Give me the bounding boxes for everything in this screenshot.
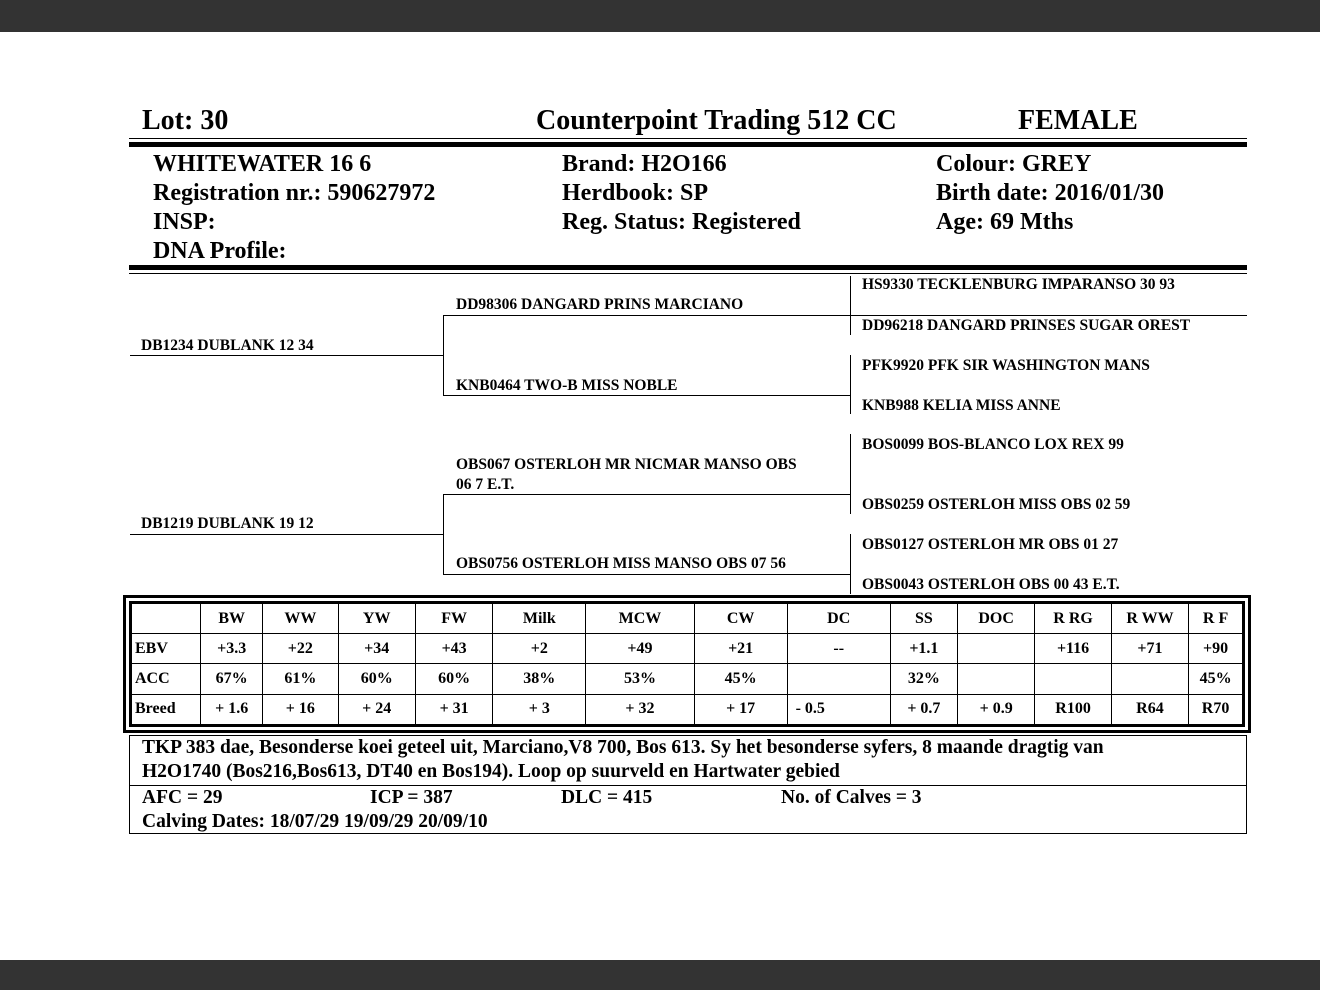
- pedigree-dam-sire-cont: 06 7 E.T.: [456, 476, 515, 493]
- dam-line: [130, 534, 444, 535]
- ggp-5: BOS0099 BOS-BLANCO LOX REX 99: [862, 436, 1124, 453]
- ebv-row-label: ACC: [131, 664, 201, 694]
- ebv-cell: + 32: [586, 694, 694, 725]
- sire-dam-line: [443, 395, 850, 396]
- notes-separator: [130, 785, 1246, 786]
- ggp-3: PFK9920 PFK SIR WASHINGTON MANS: [862, 357, 1150, 374]
- ebv-cell: 53%: [586, 664, 694, 694]
- ebv-row: [131, 634, 1244, 664]
- ggp-bracket-2: [850, 355, 851, 414]
- ebv-header-cell: R WW: [1111, 603, 1188, 634]
- insp-label: INSP:: [153, 209, 216, 235]
- ggp-bracket-1: [850, 276, 851, 335]
- afc-value: AFC = 29: [142, 787, 223, 808]
- ebv-cell: +90: [1189, 634, 1244, 664]
- sire-bracket: [443, 315, 444, 395]
- ggp-6: OBS0259 OSTERLOH MISS OBS 02 59: [862, 496, 1131, 513]
- ebv-cell: + 0.9: [957, 694, 1034, 725]
- ebv-cell: +116: [1035, 634, 1111, 664]
- ebv-header-cell: DC: [787, 603, 890, 634]
- ebv-row-label: EBV: [131, 634, 201, 664]
- dna-profile-label: DNA Profile:: [153, 238, 287, 264]
- calves-count: No. of Calves = 3: [781, 787, 922, 808]
- dam-dam-line: [443, 574, 850, 575]
- herdbook: Herdbook: SP: [562, 180, 709, 206]
- dlc-value: DLC = 415: [561, 787, 653, 808]
- dam-bracket: [443, 494, 444, 574]
- ebv-cell: +2: [493, 634, 586, 664]
- pedigree-dam-dam: OBS0756 OSTERLOH MISS MANSO OBS 07 56: [456, 555, 786, 572]
- ebv-cell: 61%: [263, 664, 338, 694]
- animal-name: WHITEWATER 16 6: [153, 151, 372, 177]
- ebv-cell: + 3: [493, 694, 586, 725]
- ebv-cell: + 0.7: [890, 694, 957, 725]
- ebv-header-cell: R RG: [1035, 603, 1111, 634]
- ebv-header-cell: [131, 603, 201, 634]
- header-thin-rule: [129, 138, 1247, 139]
- ebv-row: [131, 664, 1244, 694]
- bottom-bar: [0, 960, 1320, 990]
- header-thick-rule: [129, 142, 1247, 147]
- ebv-header-cell: YW: [338, 603, 415, 634]
- ebv-header-cell: FW: [415, 603, 492, 634]
- sire-line: [130, 355, 444, 356]
- brand: Brand: H2O166: [562, 151, 727, 177]
- ebv-cell: 60%: [338, 664, 415, 694]
- ebv-cell: +49: [586, 634, 694, 664]
- calving-dates: Calving Dates: 18/07/29 19/09/29 20/09/10: [142, 811, 488, 832]
- ebv-table: [129, 601, 1245, 727]
- icp-value: ICP = 387: [370, 787, 453, 808]
- ebv-cell: + 24: [338, 694, 415, 725]
- ebv-cell: + 31: [415, 694, 492, 725]
- ggp-bracket-3: [850, 434, 851, 514]
- ebv-cell: R64: [1111, 694, 1188, 725]
- seller-name: Counterpoint Trading 512 CC: [536, 105, 897, 136]
- ebv-cell: --: [787, 634, 890, 664]
- ebv-cell: R70: [1189, 694, 1244, 725]
- top-bar: [0, 0, 1320, 32]
- ebv-cell: +71: [1111, 634, 1188, 664]
- ebv-cell: +22: [263, 634, 338, 664]
- ebv-header-cell: BW: [201, 603, 263, 634]
- ebv-cell: 60%: [415, 664, 492, 694]
- ebv-cell: [957, 664, 1034, 694]
- ebv-header-cell: DOC: [957, 603, 1034, 634]
- reg-status: Reg. Status: Registered: [562, 209, 801, 235]
- ebv-cell: +43: [415, 634, 492, 664]
- ggp-1: HS9330 TECKLENBURG IMPARANSO 30 93: [862, 276, 1175, 293]
- ebv-cell: +1.1: [890, 634, 957, 664]
- comment-line-2: H2O1740 (Bos216,Bos613, DT40 en Bos194). Loop op suurveld en Hartwater gebied: [142, 761, 840, 782]
- pedigree-dam-sire: OBS067 OSTERLOH MR NICMAR MANSO OBS: [456, 456, 797, 473]
- ggp-7: OBS0127 OSTERLOH MR OBS 01 27: [862, 536, 1119, 553]
- ebv-cell: 45%: [1189, 664, 1244, 694]
- ggp-bracket-4: [850, 534, 851, 594]
- ebv-cell: 67%: [201, 664, 263, 694]
- comment-line-1: TKP 383 dae, Besonderse koei geteel uit, Marciano,V8 700, Bos 613. Sy het besonderse syfers, 8 maande dragtig van: [142, 737, 1104, 758]
- info-thin-rule: [129, 273, 1247, 274]
- ebv-cell: +21: [694, 634, 787, 664]
- ebv-cell: [1111, 664, 1188, 694]
- sex-label: FEMALE: [1018, 105, 1138, 136]
- ebv-cell: + 1.6: [201, 694, 263, 725]
- ebv-cell: +3.3: [201, 634, 263, 664]
- ebv-cell: [957, 634, 1034, 664]
- dam-sire-line: [443, 494, 850, 495]
- lot-number: Lot: 30: [142, 105, 229, 136]
- ebv-cell: [787, 664, 890, 694]
- ebv-row-label: Breed: [131, 694, 201, 725]
- ebv-header-cell: SS: [890, 603, 957, 634]
- sire-sire-line: [443, 315, 850, 316]
- info-thick-rule: [129, 265, 1247, 270]
- ebv-row: [131, 694, 1244, 725]
- ggp-rule-1: [850, 315, 1247, 316]
- ebv-cell: [1035, 664, 1111, 694]
- ebv-cell: +34: [338, 634, 415, 664]
- pedigree-sire-sire: DD98306 DANGARD PRINS MARCIANO: [456, 296, 744, 313]
- ebv-cell: R100: [1035, 694, 1111, 725]
- ebv-header-row: [131, 603, 1244, 634]
- ebv-header-cell: R F: [1189, 603, 1244, 634]
- ebv-table-frame: [123, 595, 1251, 733]
- ebv-cell: + 17: [694, 694, 787, 725]
- ggp-4: KNB988 KELIA MISS ANNE: [862, 397, 1061, 414]
- ebv-header-cell: WW: [263, 603, 338, 634]
- pedigree-dam: DB1219 DUBLANK 19 12: [141, 515, 314, 532]
- colour: Colour: GREY: [936, 151, 1092, 177]
- ebv-cell: 32%: [890, 664, 957, 694]
- ebv-header-cell: CW: [694, 603, 787, 634]
- ggp-8: OBS0043 OSTERLOH OBS 00 43 E.T.: [862, 576, 1120, 593]
- pedigree-sire: DB1234 DUBLANK 12 34: [141, 337, 314, 354]
- birth-date: Birth date: 2016/01/30: [936, 180, 1164, 206]
- ebv-cell: 45%: [694, 664, 787, 694]
- ebv-header-cell: MCW: [586, 603, 694, 634]
- ggp-2: DD96218 DANGARD PRINSES SUGAR OREST: [862, 317, 1191, 334]
- ebv-header-cell: Milk: [493, 603, 586, 634]
- age: Age: 69 Mths: [936, 209, 1074, 235]
- notes-box: [129, 735, 1247, 834]
- ebv-cell: 38%: [493, 664, 586, 694]
- ebv-cell: - 0.5: [787, 694, 890, 725]
- pedigree-sire-dam: KNB0464 TWO-B MISS NOBLE: [456, 377, 678, 394]
- registration-number: Registration nr.: 590627972: [153, 180, 436, 206]
- ebv-cell: + 16: [263, 694, 338, 725]
